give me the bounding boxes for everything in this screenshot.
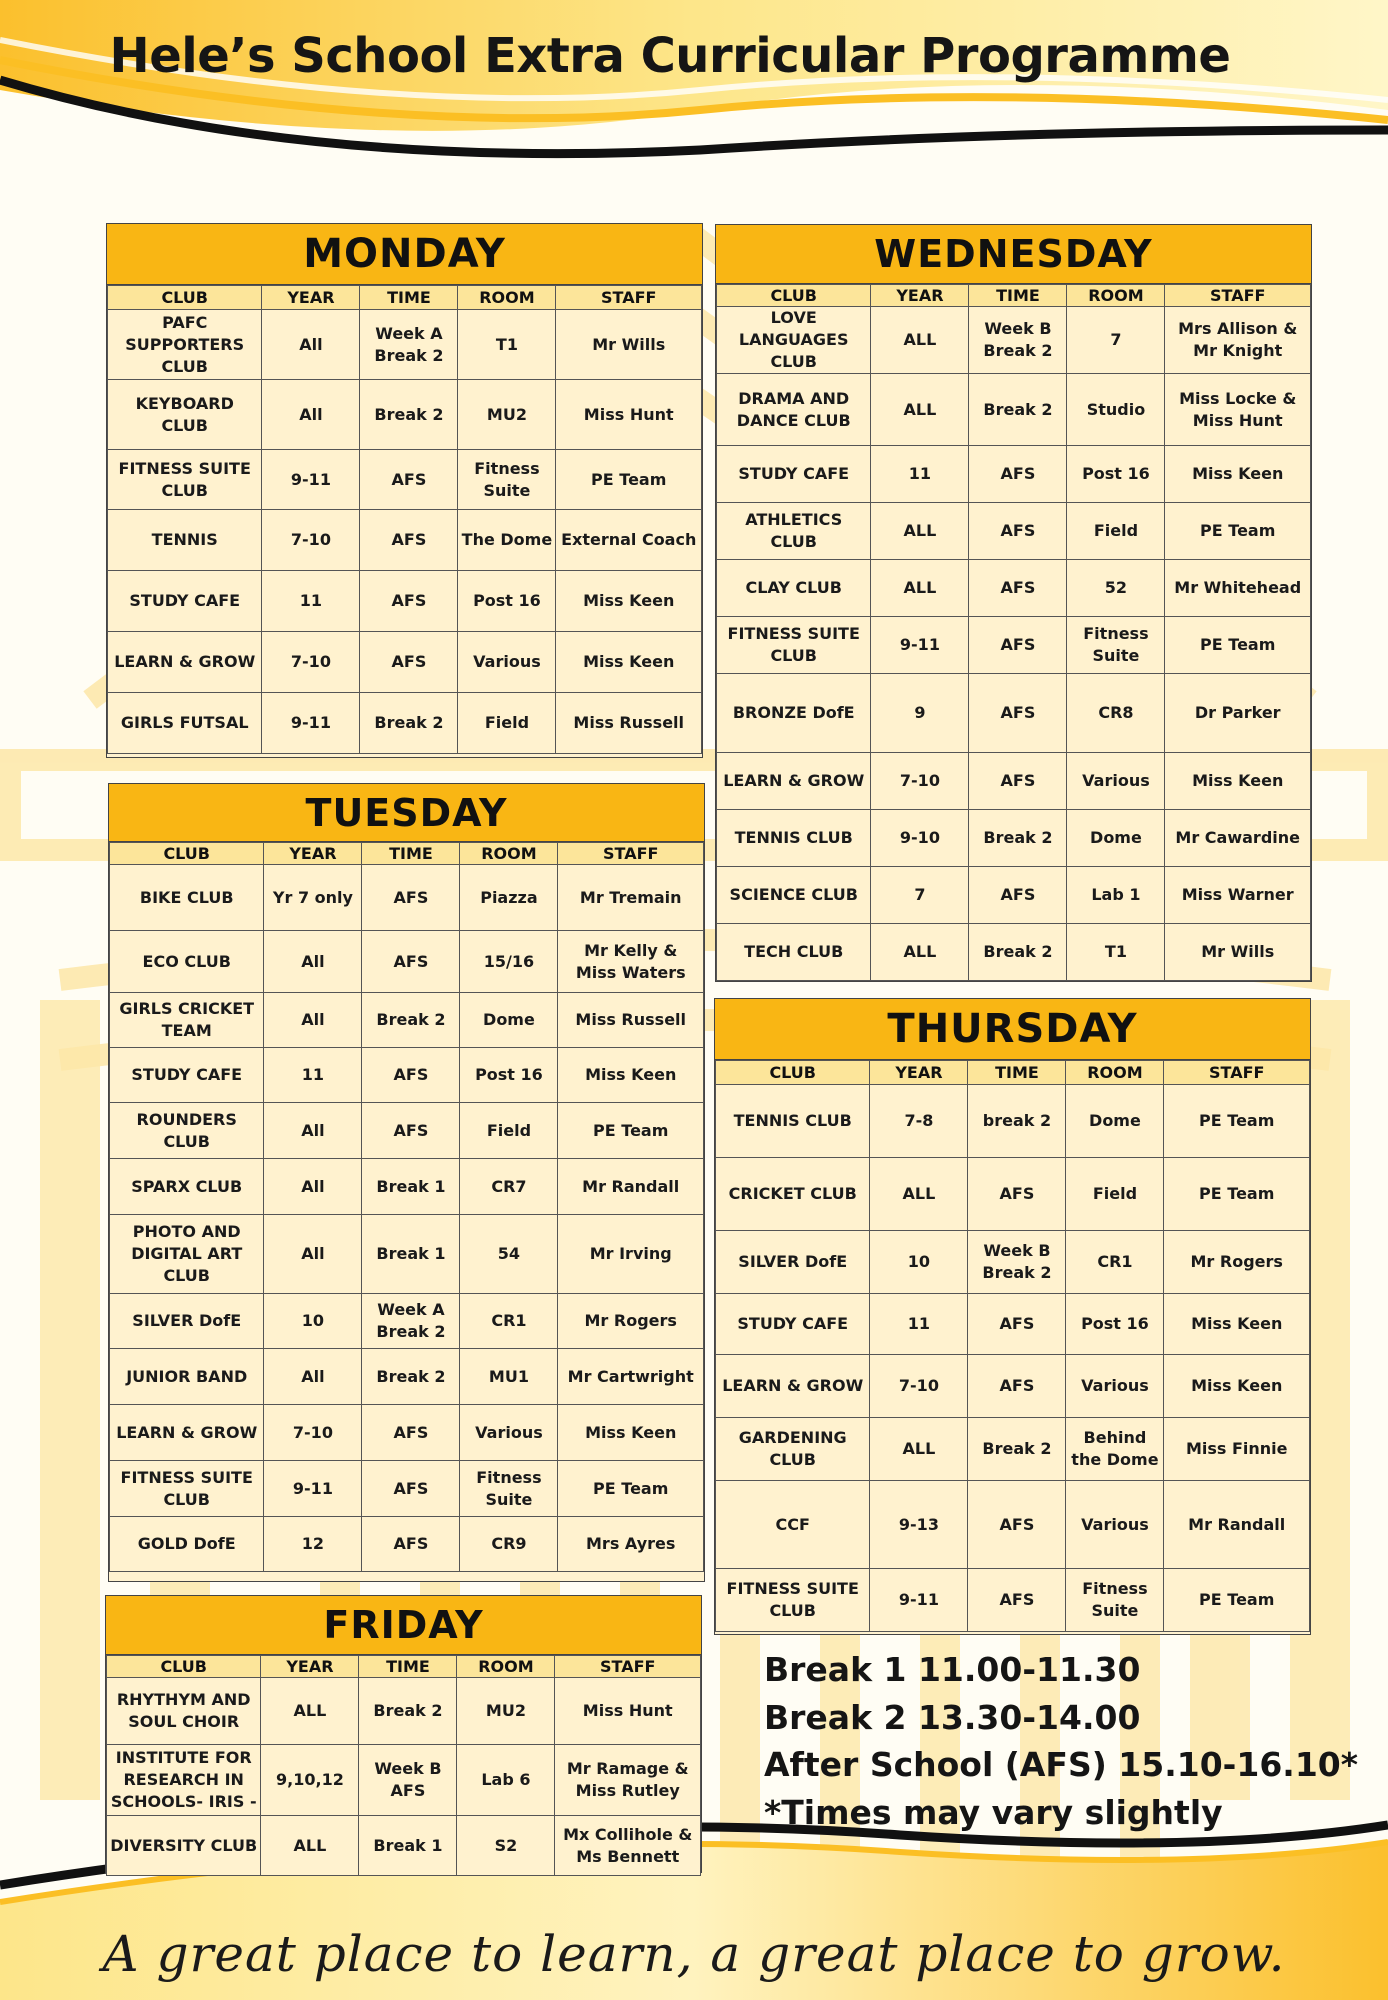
cell-room: Various — [1066, 1355, 1164, 1418]
wednesday-heading: WEDNESDAY — [716, 225, 1311, 284]
tuesday-table — [109, 842, 704, 1572]
cell-time: AFS — [362, 1048, 460, 1103]
table-row — [108, 693, 702, 754]
cell-staff: PE Team — [1165, 503, 1311, 560]
cell-year: 12 — [264, 1517, 362, 1572]
monday-schedule — [106, 223, 703, 758]
cell-room: Field — [1067, 503, 1165, 560]
cell-time: Break 2 — [362, 993, 460, 1048]
cell-staff: Miss Locke & Miss Hunt — [1165, 374, 1311, 446]
cell-room: Fitness Suite — [1066, 1569, 1164, 1632]
cell-room: Fitness Suite — [460, 1461, 558, 1517]
cell-year: 10 — [870, 1231, 968, 1294]
table-row — [716, 1418, 1310, 1481]
cell-room: Dome — [460, 993, 558, 1048]
column-header-year: YEAR — [262, 286, 360, 310]
wednesday-schedule — [715, 224, 1312, 982]
cell-club: DIVERSITY CLUB — [107, 1816, 261, 1876]
friday-schedule — [105, 1595, 702, 1873]
cell-time: Break 2 — [362, 1349, 460, 1405]
column-header-club: CLUB — [716, 1061, 870, 1085]
cell-year: All — [264, 1159, 362, 1215]
table-header-row — [716, 1061, 1310, 1085]
friday-table — [106, 1655, 701, 1876]
cell-year: 11 — [870, 1294, 968, 1355]
tuesday-schedule — [108, 783, 705, 1582]
cell-staff: PE Team — [556, 450, 702, 510]
table-row — [108, 510, 702, 571]
column-header-time: TIME — [362, 843, 460, 865]
cell-time: AFS — [362, 1405, 460, 1461]
cell-time: AFS — [969, 503, 1067, 560]
cell-year: 9-11 — [264, 1461, 362, 1517]
cell-time: AFS — [362, 1461, 460, 1517]
cell-staff: PE Team — [1164, 1569, 1310, 1632]
cell-club: DRAMA AND DANCE CLUB — [717, 374, 871, 446]
cell-year: ALL — [871, 924, 969, 981]
column-header-room: ROOM — [1066, 1061, 1164, 1085]
column-header-staff: STAFF — [555, 1656, 701, 1678]
cell-time: AFS — [360, 450, 458, 510]
table-row — [110, 865, 704, 931]
cell-time: Break 2 — [360, 693, 458, 754]
cell-time: AFS — [969, 753, 1067, 810]
cell-staff: Miss Hunt — [556, 380, 702, 450]
cell-year: 7-10 — [870, 1355, 968, 1418]
table-row — [717, 810, 1311, 867]
table-row — [717, 503, 1311, 560]
cell-time: Break 2 — [969, 924, 1067, 981]
cell-club: RHYTHYM AND SOUL CHOIR — [107, 1678, 261, 1745]
cell-time: AFS — [968, 1569, 1066, 1632]
table-row — [717, 560, 1311, 617]
table-row — [107, 1678, 701, 1745]
cell-room: Post 16 — [1066, 1294, 1164, 1355]
page-title: Hele’s School Extra Curricular Programme — [109, 28, 1231, 84]
table-row — [716, 1294, 1310, 1355]
cell-staff: Mr Wills — [1165, 924, 1311, 981]
cell-club: FITNESS SUITE CLUB — [716, 1569, 870, 1632]
cell-time: Break 2 — [969, 374, 1067, 446]
column-header-club: CLUB — [108, 286, 262, 310]
cell-room: CR8 — [1067, 674, 1165, 753]
cell-time: Break 1 — [362, 1159, 460, 1215]
cell-time: AFS — [969, 617, 1067, 674]
cell-year: All — [264, 993, 362, 1048]
cell-club: STUDY CAFE — [716, 1294, 870, 1355]
cell-staff: Mx Collihole & Ms Bennett — [555, 1816, 701, 1876]
cell-club: TENNIS — [108, 510, 262, 571]
cell-year: 7 — [871, 867, 969, 924]
cell-staff: Miss Keen — [1164, 1294, 1310, 1355]
cell-room: Various — [1067, 753, 1165, 810]
table-row — [717, 867, 1311, 924]
cell-club: TENNIS CLUB — [717, 810, 871, 867]
cell-staff: Mrs Ayres — [558, 1517, 704, 1572]
cell-year: 9-10 — [871, 810, 969, 867]
cell-staff: Miss Hunt — [555, 1678, 701, 1745]
column-header-time: TIME — [359, 1656, 457, 1678]
cell-room: CR1 — [460, 1294, 558, 1349]
cell-staff: Mr Randall — [1164, 1481, 1310, 1569]
table-header-row — [110, 843, 704, 865]
cell-room: MU2 — [457, 1678, 555, 1745]
cell-time: AFS — [362, 931, 460, 993]
cell-year: ALL — [871, 503, 969, 560]
cell-time: AFS — [968, 1294, 1066, 1355]
table-row — [110, 993, 704, 1048]
table-row — [717, 617, 1311, 674]
table-row — [716, 1158, 1310, 1231]
table-row — [716, 1569, 1310, 1632]
wednesday-table — [716, 284, 1311, 981]
cell-room: CR7 — [460, 1159, 558, 1215]
cell-club: FITNESS SUITE CLUB — [717, 617, 871, 674]
table-row — [110, 1048, 704, 1103]
cell-club: SILVER DofE — [110, 1294, 264, 1349]
cell-room: 15/16 — [460, 931, 558, 993]
cell-year: 7-10 — [871, 753, 969, 810]
table-row — [716, 1481, 1310, 1569]
cell-club: JUNIOR BAND — [110, 1349, 264, 1405]
break-2-time: Break 2 13.30-14.00 — [764, 1697, 1141, 1737]
column-header-time: TIME — [360, 286, 458, 310]
cell-year: ALL — [871, 374, 969, 446]
cell-time: AFS — [968, 1158, 1066, 1231]
cell-club: LOVE LANGUAGES CLUB — [717, 307, 871, 374]
cell-staff: Miss Keen — [1164, 1355, 1310, 1418]
table-row — [110, 1159, 704, 1215]
cell-room: Field — [1066, 1158, 1164, 1231]
cell-year: 9 — [871, 674, 969, 753]
table-row — [110, 1517, 704, 1572]
table-row — [108, 310, 702, 380]
cell-room: Fitness Suite — [1067, 617, 1165, 674]
column-header-staff: STAFF — [1164, 1061, 1310, 1085]
cell-room: Various — [458, 632, 556, 693]
cell-club: BIKE CLUB — [110, 865, 264, 931]
thursday-schedule — [714, 998, 1311, 1635]
column-header-staff: STAFF — [558, 843, 704, 865]
cell-staff: Mr Whitehead — [1165, 560, 1311, 617]
column-header-room: ROOM — [1067, 285, 1165, 307]
cell-club: BRONZE DofE — [717, 674, 871, 753]
cell-staff: Mr Rogers — [1164, 1231, 1310, 1294]
after-school-time: After School (AFS) 15.10-16.10* — [764, 1745, 1358, 1784]
cell-year: ALL — [871, 560, 969, 617]
cell-year: 7-10 — [262, 510, 360, 571]
cell-time: AFS — [968, 1481, 1066, 1569]
friday-heading: FRIDAY — [106, 1596, 701, 1655]
column-header-club: CLUB — [107, 1656, 261, 1678]
cell-room: Dome — [1067, 810, 1165, 867]
cell-room: Studio — [1067, 374, 1165, 446]
cell-time: AFS — [360, 510, 458, 571]
cell-room: Lab 1 — [1067, 867, 1165, 924]
cell-club: CLAY CLUB — [717, 560, 871, 617]
cell-club: STUDY CAFE — [717, 446, 871, 503]
cell-room: Dome — [1066, 1085, 1164, 1158]
cell-club: ROUNDERS CLUB — [110, 1103, 264, 1159]
cell-room: Various — [460, 1405, 558, 1461]
cell-time: Break 2 — [359, 1678, 457, 1745]
cell-staff: Miss Keen — [556, 632, 702, 693]
column-header-time: TIME — [968, 1061, 1066, 1085]
table-row — [108, 571, 702, 632]
cell-time: Week A Break 2 — [360, 310, 458, 380]
cell-club: STUDY CAFE — [110, 1048, 264, 1103]
table-row — [110, 1461, 704, 1517]
cell-time: Week B Break 2 — [968, 1231, 1066, 1294]
cell-staff: Dr Parker — [1165, 674, 1311, 753]
cell-club: LEARN & GROW — [108, 632, 262, 693]
table-row — [717, 307, 1311, 374]
cell-club: PAFC SUPPORTERS CLUB — [108, 310, 262, 380]
cell-staff: Mr Cawardine — [1165, 810, 1311, 867]
cell-year: 11 — [264, 1048, 362, 1103]
cell-staff: Mrs Allison & Mr Knight — [1165, 307, 1311, 374]
cell-year: ALL — [261, 1678, 359, 1745]
cell-room: 7 — [1067, 307, 1165, 374]
cell-year: 9-13 — [870, 1481, 968, 1569]
column-header-time: TIME — [969, 285, 1067, 307]
cell-time: AFS — [969, 867, 1067, 924]
monday-heading: MONDAY — [107, 224, 702, 285]
cell-time: Break 2 — [360, 380, 458, 450]
cell-staff: Mr Wills — [556, 310, 702, 380]
cell-club: GIRLS CRICKET TEAM — [110, 993, 264, 1048]
cell-time: AFS — [969, 446, 1067, 503]
cell-year: 10 — [264, 1294, 362, 1349]
cell-room: Lab 6 — [457, 1745, 555, 1816]
cell-room: Various — [1066, 1481, 1164, 1569]
table-row — [717, 924, 1311, 981]
tagline: A great place to learn, a great place to grow. — [102, 1925, 1286, 1983]
cell-club: ATHLETICS CLUB — [717, 503, 871, 560]
cell-year: ALL — [870, 1158, 968, 1231]
column-header-room: ROOM — [460, 843, 558, 865]
cell-staff: Mr Randall — [558, 1159, 704, 1215]
table-row — [717, 446, 1311, 503]
cell-club: ECO CLUB — [110, 931, 264, 993]
cell-club: SCIENCE CLUB — [717, 867, 871, 924]
cell-staff: PE Team — [558, 1461, 704, 1517]
cell-room: Fitness Suite — [458, 450, 556, 510]
cell-time: Break 1 — [362, 1215, 460, 1294]
cell-year: 9-11 — [262, 450, 360, 510]
cell-staff: Miss Russell — [556, 693, 702, 754]
cell-club: FITNESS SUITE CLUB — [110, 1461, 264, 1517]
cell-staff: Miss Keen — [558, 1405, 704, 1461]
cell-staff: Mr Kelly & Miss Waters — [558, 931, 704, 993]
cell-time: Break 2 — [968, 1418, 1066, 1481]
cell-club: TENNIS CLUB — [716, 1085, 870, 1158]
cell-room: CR1 — [1066, 1231, 1164, 1294]
cell-year: 11 — [871, 446, 969, 503]
cell-year: All — [264, 1215, 362, 1294]
cell-time: AFS — [969, 674, 1067, 753]
cell-time: break 2 — [968, 1085, 1066, 1158]
cell-time: Week B AFS — [359, 1745, 457, 1816]
cell-club: GOLD DofE — [110, 1517, 264, 1572]
cell-year: All — [262, 380, 360, 450]
cell-club: LEARN & GROW — [716, 1355, 870, 1418]
cell-room: Piazza — [460, 865, 558, 931]
cell-year: 9-11 — [262, 693, 360, 754]
break-1-time: Break 1 11.00-11.30 — [764, 1650, 1141, 1689]
cell-year: All — [264, 1103, 362, 1159]
table-row — [107, 1816, 701, 1876]
cell-club: STUDY CAFE — [108, 571, 262, 632]
cell-room: CR9 — [460, 1517, 558, 1572]
cell-staff: Mr Rogers — [558, 1294, 704, 1349]
cell-staff: PE Team — [1165, 617, 1311, 674]
column-header-club: CLUB — [717, 285, 871, 307]
cell-room: Post 16 — [1067, 446, 1165, 503]
table-row — [717, 753, 1311, 810]
table-row — [110, 931, 704, 993]
cell-club: PHOTO AND DIGITAL ART CLUB — [110, 1215, 264, 1294]
cell-time: AFS — [969, 560, 1067, 617]
cell-room: Behind the Dome — [1066, 1418, 1164, 1481]
cell-room: T1 — [458, 310, 556, 380]
cell-staff: Miss Keen — [1165, 753, 1311, 810]
cell-staff: Miss Finnie — [1164, 1418, 1310, 1481]
times-note: *Times may vary slightly — [764, 1792, 1223, 1832]
table-row — [716, 1355, 1310, 1418]
column-header-year: YEAR — [870, 1061, 968, 1085]
cell-staff: Mr Irving — [558, 1215, 704, 1294]
cell-club: GIRLS FUTSAL — [108, 693, 262, 754]
cell-staff: PE Team — [1164, 1085, 1310, 1158]
column-header-year: YEAR — [261, 1656, 359, 1678]
table-row — [717, 374, 1311, 446]
cell-year: All — [262, 310, 360, 380]
cell-room: Field — [458, 693, 556, 754]
cell-club: CCF — [716, 1481, 870, 1569]
cell-club: LEARN & GROW — [110, 1405, 264, 1461]
cell-staff: Mr Ramage & Miss Rutley — [555, 1745, 701, 1816]
cell-room: Post 16 — [458, 571, 556, 632]
cell-time: AFS — [362, 1517, 460, 1572]
cell-time: Break 2 — [969, 810, 1067, 867]
cell-year: 11 — [262, 571, 360, 632]
cell-staff: Miss Russell — [558, 993, 704, 1048]
cell-club: SPARX CLUB — [110, 1159, 264, 1215]
column-header-year: YEAR — [871, 285, 969, 307]
column-header-room: ROOM — [457, 1656, 555, 1678]
cell-staff: Miss Keen — [1165, 446, 1311, 503]
column-header-club: CLUB — [110, 843, 264, 865]
column-header-staff: STAFF — [1165, 285, 1311, 307]
cell-staff: External Coach — [556, 510, 702, 571]
cell-room: Field — [460, 1103, 558, 1159]
table-row — [717, 674, 1311, 753]
column-header-room: ROOM — [458, 286, 556, 310]
table-header-row — [717, 285, 1311, 307]
cell-year: ALL — [261, 1816, 359, 1876]
cell-year: All — [264, 1349, 362, 1405]
table-row — [107, 1745, 701, 1816]
thursday-heading: THURSDAY — [715, 999, 1310, 1060]
cell-staff: PE Team — [558, 1103, 704, 1159]
cell-room: 52 — [1067, 560, 1165, 617]
table-row — [716, 1231, 1310, 1294]
cell-room: MU2 — [458, 380, 556, 450]
cell-club: CRICKET CLUB — [716, 1158, 870, 1231]
cell-year: 9-11 — [870, 1569, 968, 1632]
cell-staff: Miss Keen — [556, 571, 702, 632]
table-row — [108, 450, 702, 510]
cell-staff: PE Team — [1164, 1158, 1310, 1231]
cell-staff: Mr Tremain — [558, 865, 704, 931]
column-header-staff: STAFF — [556, 286, 702, 310]
cell-staff: Miss Keen — [558, 1048, 704, 1103]
cell-year: ALL — [871, 307, 969, 374]
break-times — [764, 1646, 1358, 1836]
table-row — [110, 1103, 704, 1159]
table-row — [110, 1405, 704, 1461]
table-row — [108, 632, 702, 693]
cell-year: ALL — [870, 1418, 968, 1481]
cell-club: KEYBOARD CLUB — [108, 380, 262, 450]
cell-time: Break 1 — [359, 1816, 457, 1876]
table-row — [110, 1294, 704, 1349]
cell-club: FITNESS SUITE CLUB — [108, 450, 262, 510]
cell-club: TECH CLUB — [717, 924, 871, 981]
cell-year: 7-10 — [262, 632, 360, 693]
cell-room: MU1 — [460, 1349, 558, 1405]
table-row — [110, 1215, 704, 1294]
column-header-year: YEAR — [264, 843, 362, 865]
thursday-table — [715, 1060, 1310, 1632]
table-header-row — [107, 1656, 701, 1678]
cell-time: AFS — [360, 632, 458, 693]
cell-year: 9,10,12 — [261, 1745, 359, 1816]
cell-room: T1 — [1067, 924, 1165, 981]
table-row — [108, 380, 702, 450]
tuesday-heading: TUESDAY — [109, 784, 704, 842]
cell-year: All — [264, 931, 362, 993]
cell-room: S2 — [457, 1816, 555, 1876]
cell-time: AFS — [360, 571, 458, 632]
cell-room: The Dome — [458, 510, 556, 571]
cell-club: GARDENING CLUB — [716, 1418, 870, 1481]
cell-room: Post 16 — [460, 1048, 558, 1103]
table-header-row — [108, 286, 702, 310]
table-row — [110, 1349, 704, 1405]
monday-table — [107, 285, 702, 754]
table-row — [716, 1085, 1310, 1158]
cell-club: INSTITUTE FOR RESEARCH IN SCHOOLS- IRIS - — [107, 1745, 261, 1816]
cell-staff: Miss Warner — [1165, 867, 1311, 924]
cell-year: Yr 7 only — [264, 865, 362, 931]
cell-club: SILVER DofE — [716, 1231, 870, 1294]
cell-time: Week A Break 2 — [362, 1294, 460, 1349]
cell-staff: Mr Cartwright — [558, 1349, 704, 1405]
cell-year: 7-10 — [264, 1405, 362, 1461]
cell-time: Week B Break 2 — [969, 307, 1067, 374]
cell-time: AFS — [362, 1103, 460, 1159]
cell-time: AFS — [968, 1355, 1066, 1418]
cell-time: AFS — [362, 865, 460, 931]
cell-club: LEARN & GROW — [717, 753, 871, 810]
cell-year: 7-8 — [870, 1085, 968, 1158]
cell-room: 54 — [460, 1215, 558, 1294]
cell-year: 9-11 — [871, 617, 969, 674]
